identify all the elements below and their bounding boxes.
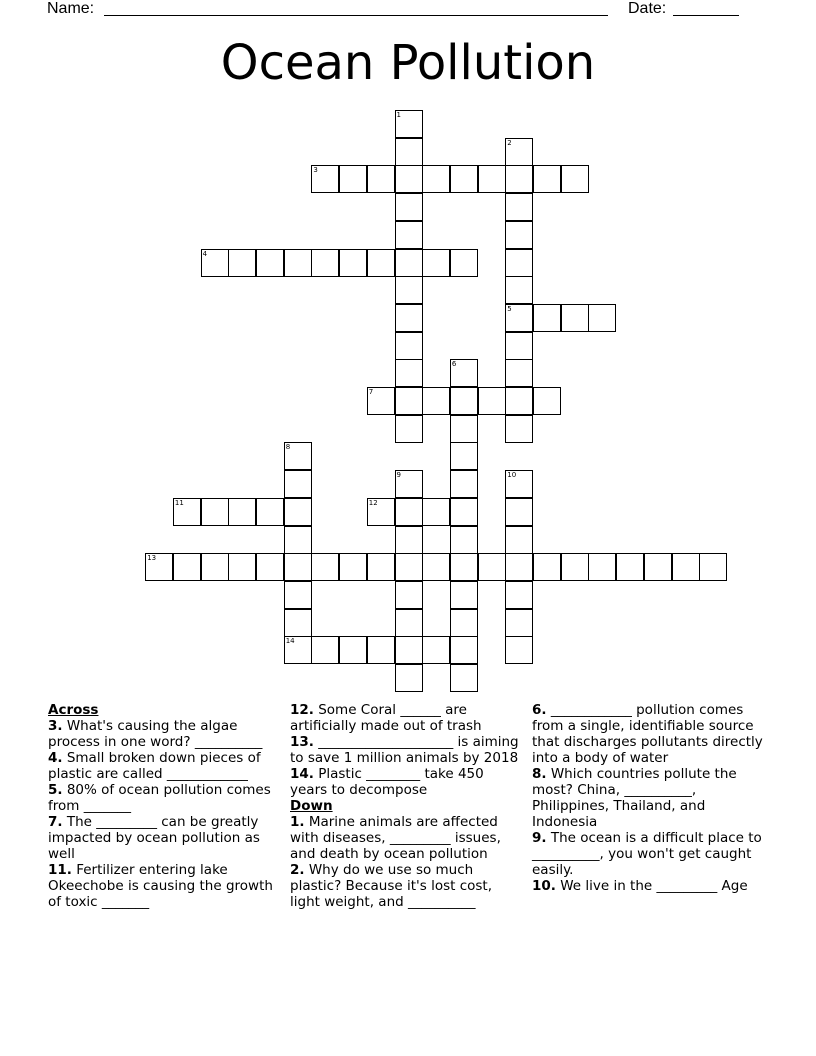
clue-number: 7	[368, 388, 374, 396]
clue-number-label: 5.	[48, 782, 63, 798]
grid-cell[interactable]	[450, 442, 478, 470]
puzzle-title: Ocean Pollution	[220, 35, 596, 91]
grid-cell[interactable]	[505, 359, 533, 387]
grid-cell[interactable]	[450, 415, 478, 443]
clue-text: The _________ can be greatly impacted by ocean pollution as well	[48, 814, 260, 862]
grid-cell[interactable]	[450, 526, 478, 554]
grid-cell[interactable]	[395, 221, 423, 249]
grid-cell[interactable]	[422, 387, 450, 415]
grid-cell[interactable]	[505, 193, 533, 221]
grid-cell[interactable]	[395, 498, 423, 526]
clue-text: What's causing the algae process in one word? __________	[48, 718, 263, 750]
down-clue	[290, 814, 522, 862]
clues-column-2	[290, 702, 522, 910]
grid-cell[interactable]	[644, 553, 672, 581]
clue-text: Why do we use so much plastic? Because it's lost cost, light weight, and __________	[290, 862, 493, 910]
grid-cell[interactable]	[228, 249, 256, 277]
grid-cell[interactable]	[395, 636, 423, 664]
grid-cell[interactable]	[422, 636, 450, 664]
clue-number-label: 8.	[532, 766, 547, 782]
grid-cell[interactable]	[395, 332, 423, 360]
grid-cell[interactable]	[256, 553, 284, 581]
grid-cell[interactable]	[284, 526, 312, 554]
grid-cell[interactable]	[201, 249, 229, 277]
grid-cell[interactable]	[672, 553, 700, 581]
grid-cell[interactable]	[505, 165, 533, 193]
grid-cell[interactable]	[395, 193, 423, 221]
across-clue	[48, 814, 280, 862]
clue-number: 3	[313, 166, 318, 175]
grid-cell[interactable]	[505, 304, 533, 332]
grid-cell[interactable]	[450, 498, 478, 526]
grid-cell[interactable]	[228, 498, 256, 526]
grid-cell[interactable]	[201, 553, 229, 581]
across-clue	[48, 782, 280, 814]
grid-cell[interactable]	[395, 276, 423, 304]
clue-number-label: 1.	[290, 814, 305, 830]
grid-cell[interactable]	[173, 553, 201, 581]
grid-cell[interactable]	[505, 138, 533, 166]
grid-cell[interactable]	[395, 664, 423, 692]
clue-text: We live in the _________ Age	[555, 878, 748, 894]
grid-cell[interactable]	[311, 636, 339, 664]
clue-text: ____________ pollution comes from a single, identifiable source that discharges pollutants directly into a body of water	[532, 702, 763, 766]
grid-cell[interactable]	[367, 165, 395, 193]
clue-number-label: 14.	[290, 766, 314, 782]
clue-number: 5	[507, 304, 512, 313]
grid-cell[interactable]	[284, 498, 312, 526]
grid-cell[interactable]	[256, 498, 284, 526]
down-clue	[532, 766, 764, 830]
clue-number-label: 4.	[48, 750, 63, 766]
grid-cell[interactable]	[339, 636, 367, 664]
grid-cell[interactable]	[450, 387, 478, 415]
clue-number-label: 6.	[532, 702, 547, 718]
grid-cell[interactable]	[505, 415, 533, 443]
grid-cell[interactable]	[311, 165, 339, 193]
clue-text: Which countries pollute the most? China, __________, Philippines, Thailand, and Indonesia	[532, 766, 737, 830]
clue-number: 10	[507, 471, 517, 480]
clues-column-3	[532, 702, 764, 894]
grid-cell[interactable]	[450, 249, 478, 277]
clue-number-label: 10.	[532, 878, 556, 894]
clue-number: 13	[147, 554, 157, 563]
down-clue	[532, 702, 764, 766]
across-clue	[290, 766, 522, 798]
grid-cell[interactable]	[284, 249, 312, 277]
grid-cell[interactable]	[339, 249, 367, 277]
grid-cell[interactable]	[367, 249, 395, 277]
grid-cell[interactable]	[505, 470, 533, 498]
clue-number: 4	[202, 249, 208, 258]
grid-cell[interactable]	[367, 387, 395, 415]
clue-number: 11	[174, 498, 184, 507]
grid-cell[interactable]	[505, 526, 533, 554]
clue-number: 12	[368, 498, 378, 507]
clue-text: ____________________ is aiming to save 1 million animals by 2018	[290, 734, 519, 766]
grid-cell[interactable]	[561, 553, 589, 581]
grid-cell[interactable]	[505, 581, 533, 609]
grid-cell[interactable]	[561, 304, 589, 332]
grid-cell[interactable]	[339, 165, 367, 193]
grid-cell[interactable]	[505, 636, 533, 664]
clue-text: Small broken down pieces of plastic are called ____________	[48, 750, 261, 782]
grid-cell[interactable]	[505, 249, 533, 277]
across-clue	[290, 734, 522, 766]
grid-cell[interactable]	[256, 249, 284, 277]
grid-cell[interactable]	[395, 470, 423, 498]
grid-cell[interactable]	[478, 553, 506, 581]
grid-cell[interactable]	[201, 498, 229, 526]
clue-text: 80% of ocean pollution comes from _______	[48, 782, 271, 814]
name-label: Name:	[47, 0, 95, 17]
across-clue	[48, 718, 280, 750]
grid-cell[interactable]	[284, 636, 312, 664]
grid-cell[interactable]	[505, 276, 533, 304]
grid-cell[interactable]	[395, 249, 423, 277]
grid-cell[interactable]	[450, 359, 478, 387]
grid-cell[interactable]	[284, 609, 312, 637]
across-heading: Across	[48, 702, 99, 718]
grid-cell[interactable]	[533, 304, 561, 332]
grid-cell[interactable]	[505, 387, 533, 415]
grid-cell[interactable]	[422, 498, 450, 526]
clue-number: 6	[451, 360, 457, 369]
grid-cell[interactable]	[311, 553, 339, 581]
clue-number-label: 3.	[48, 718, 63, 734]
clue-number-label: 2.	[290, 862, 305, 878]
grid-cell[interactable]	[450, 165, 478, 193]
grid-cell[interactable]	[450, 636, 478, 664]
grid-cell[interactable]	[395, 581, 423, 609]
grid-cell[interactable]	[395, 415, 423, 443]
clue-number: 9	[396, 471, 401, 480]
grid-cell[interactable]	[588, 304, 616, 332]
grid-cell[interactable]	[616, 553, 644, 581]
down-heading: Down	[290, 798, 333, 814]
clue-text: Fertilizer entering lake Okeechobe is causing the growth of toxic _______	[48, 862, 273, 910]
grid-cell[interactable]	[395, 526, 423, 554]
grid-cell[interactable]	[505, 221, 533, 249]
grid-cell[interactable]	[339, 553, 367, 581]
grid-cell[interactable]	[450, 553, 478, 581]
grid-cell[interactable]	[422, 553, 450, 581]
grid-cell[interactable]	[533, 165, 561, 193]
grid-cell[interactable]	[505, 332, 533, 360]
grid-cell[interactable]	[367, 553, 395, 581]
grid-cell[interactable]	[284, 553, 312, 581]
grid-cell[interactable]	[450, 581, 478, 609]
grid-cell[interactable]	[395, 304, 423, 332]
grid-cell[interactable]	[395, 359, 423, 387]
down-clue	[532, 878, 764, 894]
across-clue	[290, 702, 522, 734]
grid-cell[interactable]	[699, 553, 727, 581]
grid-cell[interactable]	[505, 553, 533, 581]
clue-number-label: 7.	[48, 814, 63, 830]
grid-cell[interactable]	[422, 249, 450, 277]
grid-cell[interactable]	[588, 553, 616, 581]
clue-number: 8	[285, 443, 291, 452]
clue-text: Plastic ________ take 450 years to decompose	[290, 766, 484, 798]
grid-cell[interactable]	[422, 165, 450, 193]
grid-cell[interactable]	[284, 581, 312, 609]
down-clue	[532, 830, 764, 878]
across-clue	[48, 862, 280, 910]
grid-cell[interactable]	[395, 138, 423, 166]
clue-number-label: 9.	[532, 830, 547, 846]
down-clue	[290, 862, 522, 910]
clue-text: The ocean is a difficult place to __________, you won't get caught easily.	[532, 830, 762, 878]
grid-cell[interactable]	[533, 387, 561, 415]
date-label: Date:	[628, 0, 667, 17]
clues-column-1	[48, 702, 280, 910]
clue-number: 14	[285, 637, 295, 646]
grid-cell[interactable]	[450, 664, 478, 692]
grid-cell[interactable]	[367, 498, 395, 526]
grid-cell[interactable]	[395, 387, 423, 415]
clue-number-label: 13.	[290, 734, 314, 750]
clue-text: Marine animals are affected with diseases, _________ issues, and death by ocean pollution	[290, 814, 501, 862]
grid-cell[interactable]	[228, 553, 256, 581]
grid-cell[interactable]	[284, 470, 312, 498]
clue-number: 1	[396, 111, 401, 119]
grid-cell[interactable]	[533, 553, 561, 581]
clue-number-label: 12.	[290, 702, 314, 718]
grid-cell[interactable]	[395, 609, 423, 637]
grid-cell[interactable]	[450, 609, 478, 637]
clue-text: Some Coral ______ are artificially made out of trash	[290, 702, 482, 734]
grid-cell[interactable]	[478, 165, 506, 193]
grid-cell[interactable]	[173, 498, 201, 526]
grid-cell[interactable]	[450, 470, 478, 498]
grid-cell[interactable]	[367, 636, 395, 664]
grid-cell[interactable]	[395, 165, 423, 193]
clue-number-label: 11.	[48, 862, 72, 878]
grid-cell[interactable]	[395, 110, 423, 138]
across-clue	[48, 750, 280, 782]
grid-cell[interactable]	[145, 553, 173, 581]
grid-cell[interactable]	[395, 553, 423, 581]
grid-cell[interactable]	[284, 442, 312, 470]
grid-cell[interactable]	[505, 498, 533, 526]
grid-cell[interactable]	[505, 609, 533, 637]
grid-cell[interactable]	[311, 249, 339, 277]
grid-cell[interactable]	[478, 387, 506, 415]
clue-number: 2	[507, 138, 512, 147]
grid-cell[interactable]	[561, 165, 589, 193]
